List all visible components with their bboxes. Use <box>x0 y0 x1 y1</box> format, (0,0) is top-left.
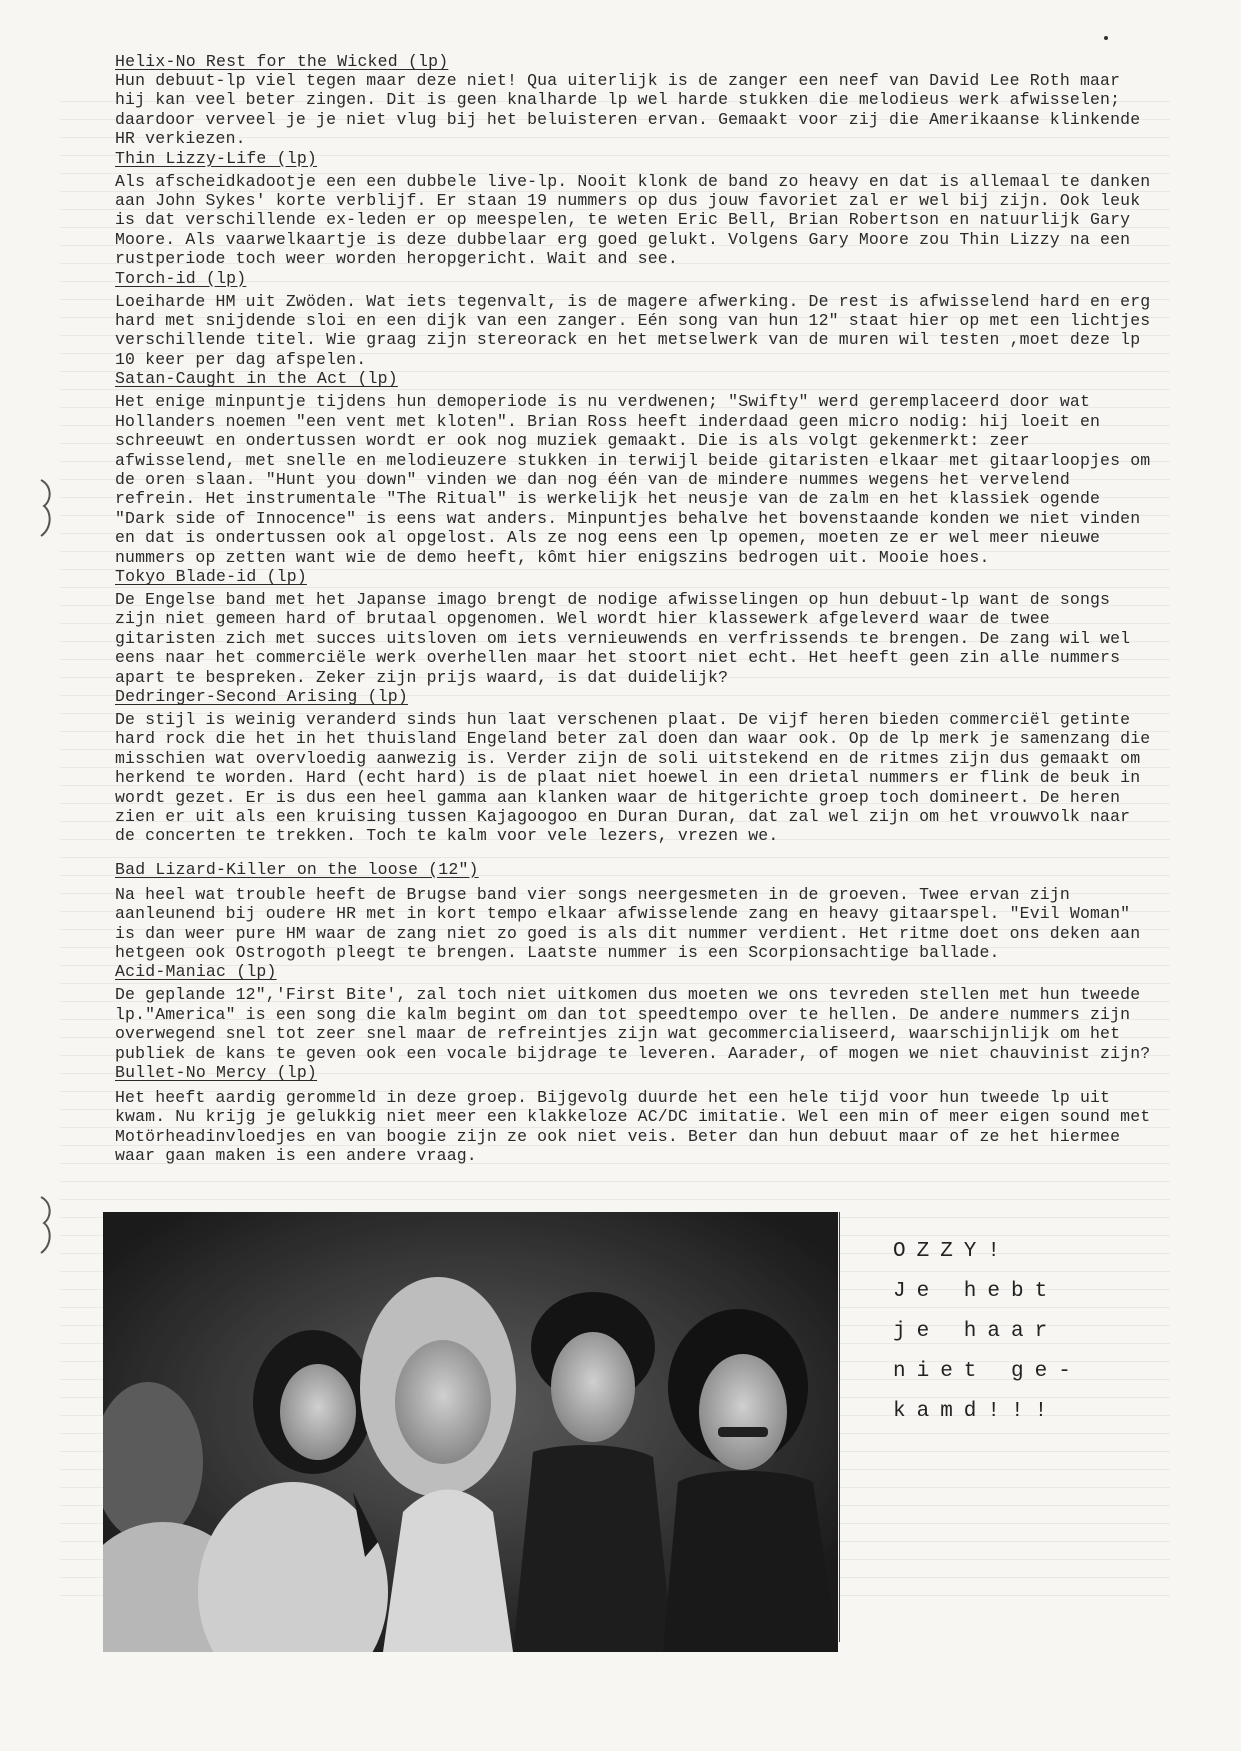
review-body: De Engelse band met het Japanse imago brengt de nodige afwisselingen op hun debuut-lp want de songs zijn niet gemeen hard of brutaal opgenomen. Wel wordt hier klassewerk afgeleverd waar de twee gitaristen zich met succes uitsloven om iets vernieuwends en verfrissends te brengen. De zang wil wel eens naar het commerciële werk overhellen maar het stoort niet echt. Het heeft geen zin alle nummers apart te bespreken. Zeker zijn prijs waard, is dat duidelijk? <box>115 589 1131 687</box>
review-dedringer <box>115 687 1155 846</box>
review-title: Torch-id (lp) <box>115 268 247 288</box>
staple-icon <box>38 478 56 538</box>
review-bullet <box>115 1063 1155 1166</box>
ink-dot <box>1104 36 1108 40</box>
staple-icon <box>38 1195 56 1255</box>
reviews-column <box>115 52 1155 1166</box>
review-body: Loeiharde HM uit Zwöden. Wat iets tegenvalt, is de magere afwerking. De rest is afwisselend hard en erg hard met snijdende sloi en een dijk van een zanger. Eén song van hun 12" staat hier op met een lichtjes verschillende titel. Wie graag zijn stereorack en het metselwerk van de muren wil testen ,moet deze lp 10 keer per dag afspelen. <box>115 291 1151 369</box>
review-title: Satan-Caught in the Act (lp) <box>115 369 398 389</box>
review-body: De stijl is weinig veranderd sinds hun laat verschenen plaat. De vijf heren bieden commerciël getinte hard rock die het in het thuisland Engeland beter zal doen dan waar ook. Op de lp merk je samenzang die misschien wat overvloedig aanwezig is. Verder zijn de soli uitstekend en de ritmes zijn dus gemaakt om herkend te worden. Hard (echt hard) is de plaat niet hoewel in een drietal nummers er flink de beuk in wordt gezet. Er is dus een heel gamma aan klanken waar de hitgerichte groep toch domineert. De heren zien er uit als een kruising tussen Kajagoogoo en Duran Duran, dat zal wel zijn om het vrouwvolk naar de concerten te trekken. Toch te kalm voor vele lezers, vrezen we. <box>115 709 1151 846</box>
caption-line: niet ge- <box>893 1360 1082 1383</box>
review-tokyo-blade <box>115 567 1155 687</box>
review-acid <box>115 962 1155 1063</box>
caption-line: je haar <box>893 1320 1059 1343</box>
review-title: Tokyo Blade-id (lp) <box>115 566 307 586</box>
caption-line: OZZY! <box>893 1240 1012 1263</box>
review-title: Bad Lizard-Killer on the loose (12") <box>115 859 479 879</box>
review-body: Het heeft aardig gerommeld in deze groep. Bijgevolg duurde het een hele tijd voor hun tweede lp uit kwam. Nu krijg je gelukkig niet meer een klakkeloze AC/DC imitatie. Wel een min of meer eigen sound met Motörheadinvloedjes en van boogie zijn ze ook niet veis. Beter dan hun debuut maar of ze het hiermee waar gaan maken is een andere vraag. <box>115 1088 1151 1166</box>
review-title: Dedringer-Second Arising (lp) <box>115 686 408 706</box>
review-body: Hun debuut-lp viel tegen maar deze niet! Qua uiterlijk is de zanger een neef van David Lee Roth maar hij kan veel beter zingen. Dit is geen knalharde lp wel harde stukken die melodieus werk afwisselen; daardoor verveel je je niet vlug bij het beluisteren ervan. Gemaakt voor zij die Amerikaanse klinkende HR verkiezen. <box>115 71 1141 149</box>
caption-line: kamd!!! <box>893 1400 1059 1423</box>
review-body: Het enige minpuntje tijdens hun demoperiode is nu verdwenen; "Swifty" werd geremplaceerd door wat Hollanders noemen "een vent met kloten". Brian Ross heeft inderdaad geen micro nodig: hij loeit en schreeuwt en ondertussen wordt er ook nog muziek gemaakt. Die is als volgt gekenmerkt: zeer afwisselend, met snelle en melodieuzere stukken in terwijl beide gitaristen elkaar met gitaarloopjes om de oren slaan. "Hunt you down" vinden we dan nog één van de mindere nummes wegens het vervelend refrein. Het instrumentale "The Ritual" is werkelijk het neusje van de zalm en het klassiek ogende "Dark side of Innocence" is eens wat anders. Minpuntjes behalve het bovenstaande konden we niet vinden en dat is ondertussen ook al opgelost. Als ze nog eens een lp opemen, moeten ze er wel meer nieuwe nummers op zetten want wie de demo heeft, kômt hier enigszins bedrogen uit. Mooie hoes. <box>115 392 1151 567</box>
band-photo <box>103 1212 838 1652</box>
review-title: Acid-Maniac (lp) <box>115 962 277 982</box>
review-body: Als afscheidkadootje een een dubbele live-lp. Nooit klonk de band zo heavy en dat is allemaal te danken aan John Sykes' korte verblijf. Er staan 19 nummers op dus jouw favoriet zal er wel bij zijn. Ook leuk is dat verschillende ex-leden er op meespelen, te weten Eric Bell, Brian Robertson en natuurlijk Gary Moore. Als vaarwelkaartje is deze dubbelaar erg goed gelukt. Volgens Gary Moore zou Thin Lizzy na een rustperiode toch weer worden heropgericht. Wait and see. <box>115 171 1151 269</box>
photo-divider <box>839 1212 840 1642</box>
review-title: Helix-No Rest for the Wicked (lp) <box>115 52 449 71</box>
review-title: Bullet-No Mercy (lp) <box>115 1063 318 1083</box>
review-bad-lizard <box>115 860 1155 963</box>
review-body: Na heel wat trouble heeft de Brugse band vier songs neergesmeten in de groeven. Twee ervan zijn aanleunend bij oudere HR met in kort tempo elkaar afwisselende zang en heavy gitaarspel. "Evil Woman" is dan weer pure HM waar de zang niet zo goed is als dit nummer verdient. Het ritme doet ons deken aan hetgeen ook Ostrogoth pleegt te brengen. Laatste nummer is een Scorpionsachtige ballade. <box>115 884 1141 963</box>
caption-line: Je hebt <box>893 1280 1059 1303</box>
ozzy-caption <box>893 1232 1133 1432</box>
review-satan <box>115 369 1155 567</box>
band-photo-graphic <box>103 1212 838 1652</box>
review-title: Thin Lizzy-Life (lp) <box>115 148 318 168</box>
review-torch <box>115 269 1155 370</box>
review-thin-lizzy <box>115 149 1155 269</box>
review-helix <box>115 52 1155 149</box>
review-body: De geplande 12",'First Bite', zal toch niet uitkomen dus moeten we ons tevreden stellen met hun tweede lp."America" is een song die kalm begint om dan tot speedtempo over te hellen. De andere nummers zijn overwegend snel tot zeer snel maar de refreintjes zijn wat gecommercialiseerd, waarschijnlijk om het publiek de kans te geven ook een vocale bijdrage te leveren. Aarader, of mogen we niet chauvinist zijn? <box>115 985 1151 1063</box>
